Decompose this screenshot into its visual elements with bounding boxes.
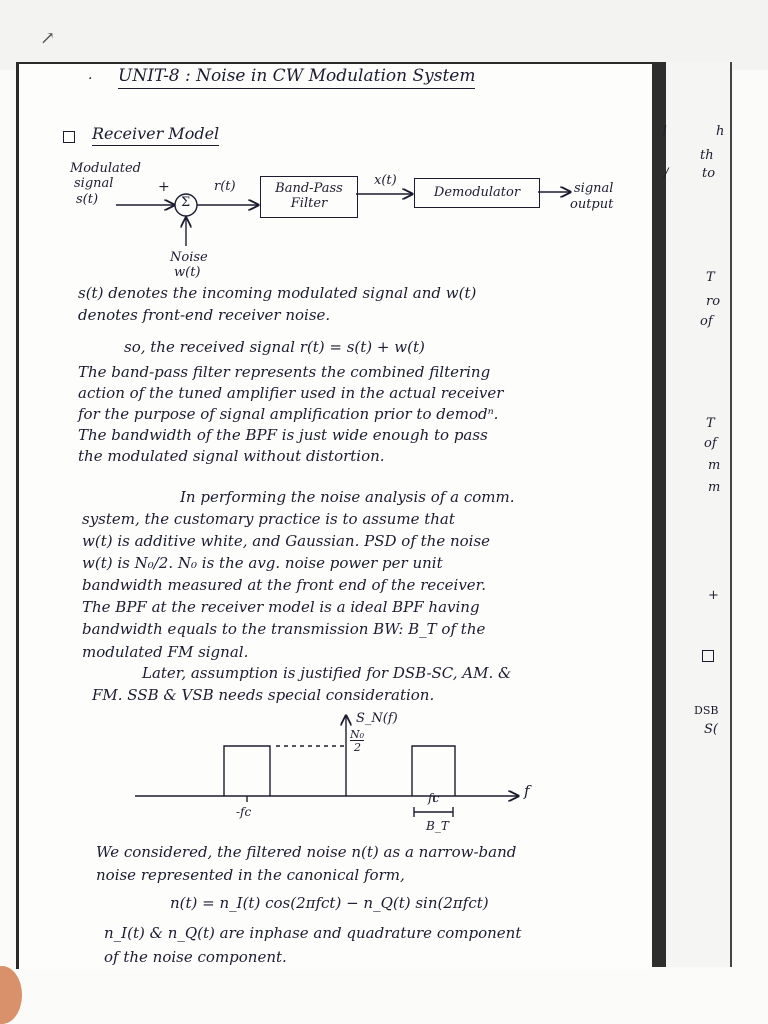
p3-line-1: Later, assumption is justified for DSB-SC, AM. & xyxy=(142,664,512,682)
section-title: Receiver Model xyxy=(92,126,219,142)
next-page-fragment-3: to xyxy=(702,166,716,181)
noise-label-1: Noise xyxy=(170,250,208,265)
p1-line-8: the modulated signal without distortion. xyxy=(78,447,385,465)
next-page-fragment-11: + xyxy=(708,588,719,603)
p2-line-2: system, the customary practice is to assume that xyxy=(82,510,455,528)
p2-line-5: bandwidth measured at the front end of the receiver. xyxy=(82,576,486,594)
pos-fc-label: fc xyxy=(428,791,440,805)
next-page-fragment-10: m xyxy=(708,480,721,495)
p3-line-2: FM. SSB & VSB needs special consideration. xyxy=(92,686,435,704)
p4-line-5: of the noise component. xyxy=(104,948,287,966)
psd-rect-negative xyxy=(224,746,270,796)
next-page-fragment-6: of xyxy=(700,314,713,329)
demodulator-block: Demodulator xyxy=(414,178,540,208)
summer-symbol: Σ xyxy=(181,195,191,210)
p1-line-2: denotes front-end receiver noise. xyxy=(78,306,331,324)
p1-line-5: action of the tuned amplifier used in the actual receiver xyxy=(78,384,504,402)
p1-line-7: The bandwidth of the BPF is just wide enough to pass xyxy=(78,426,488,444)
pencil-mark: ↗ xyxy=(40,28,56,49)
next-page-fragment-7: T xyxy=(706,416,715,431)
input-label-1: Modulated xyxy=(70,161,141,176)
p1-line-1: s(t) denotes the incoming modulated signal and w(t) xyxy=(78,284,477,302)
next-page-fragment-13: S( xyxy=(704,722,718,737)
r-label: r(t) xyxy=(214,179,236,194)
p4-line-4: n_I(t) & n_Q(t) are inphase and quadrature component xyxy=(104,924,522,942)
next-page-fragment-2: th xyxy=(700,148,714,163)
input-label-2: signal xyxy=(74,176,114,191)
psd-rect-positive xyxy=(412,746,455,796)
next-page-fragment-1: h xyxy=(716,124,725,139)
page-header: UNIT-8 : Noise in CW Modulation System xyxy=(118,68,475,85)
band-pass-filter-block: Band-Pass Filter xyxy=(260,176,358,218)
margin-mark-2: / xyxy=(664,166,669,181)
next-page-fragment-12: DSB xyxy=(694,704,719,717)
p2-line-6: The BPF at the receiver model is a ideal BPF having xyxy=(82,598,480,616)
output-label-2: output xyxy=(570,197,614,212)
psd-x-label: f xyxy=(524,782,530,800)
p4-line-1: We considered, the filtered noise n(t) as a narrow-band xyxy=(96,843,517,861)
margin-dot: · xyxy=(88,71,93,87)
p2-line-1: In performing the noise analysis of a comm. xyxy=(180,488,515,506)
p2-line-8: modulated FM signal. xyxy=(82,643,249,661)
psd-y-label: S_N(f) xyxy=(356,711,398,726)
p2-line-7: bandwidth equals to the transmission BW: B_T of the xyxy=(82,620,486,638)
next-page-fragment-4: T xyxy=(706,270,715,285)
next-page-fragment-8: of xyxy=(704,436,717,451)
input-label-3: s(t) xyxy=(76,192,99,207)
next-page-fragment-5: ro xyxy=(706,294,721,309)
next-page-bullet-icon xyxy=(702,650,714,662)
psd-level-den: 2 xyxy=(354,741,361,754)
p1-line-3: so, the received signal r(t) = s(t) + w(t) xyxy=(124,338,425,356)
p2-line-3: w(t) is additive white, and Gaussian. PSD of the noise xyxy=(82,532,491,550)
neg-fc-label: -fc xyxy=(236,805,252,819)
p2-line-4: w(t) is N₀/2. N₀ is the avg. noise power per unit xyxy=(82,554,443,572)
psd-level-num: N₀ xyxy=(350,728,365,741)
p1-line-6: for the purpose of signal amplification prior to demodⁿ. xyxy=(78,405,499,423)
output-label-1: signal xyxy=(574,181,614,196)
noise-label-2: w(t) xyxy=(174,265,201,280)
next-page-fragment-9: m xyxy=(708,458,721,473)
plus-sign: + xyxy=(158,179,170,195)
bt-label: B_T xyxy=(426,819,449,833)
margin-mark-1: ! xyxy=(662,124,668,139)
p1-line-4: The band-pass filter represents the combined filtering xyxy=(78,363,491,381)
x-label: x(t) xyxy=(374,173,397,188)
p4-line-2: noise represented in the canonical form, xyxy=(96,866,405,884)
p4-equation: n(t) = n_I(t) cos(2πfct) − n_Q(t) sin(2πfct) xyxy=(170,894,489,912)
